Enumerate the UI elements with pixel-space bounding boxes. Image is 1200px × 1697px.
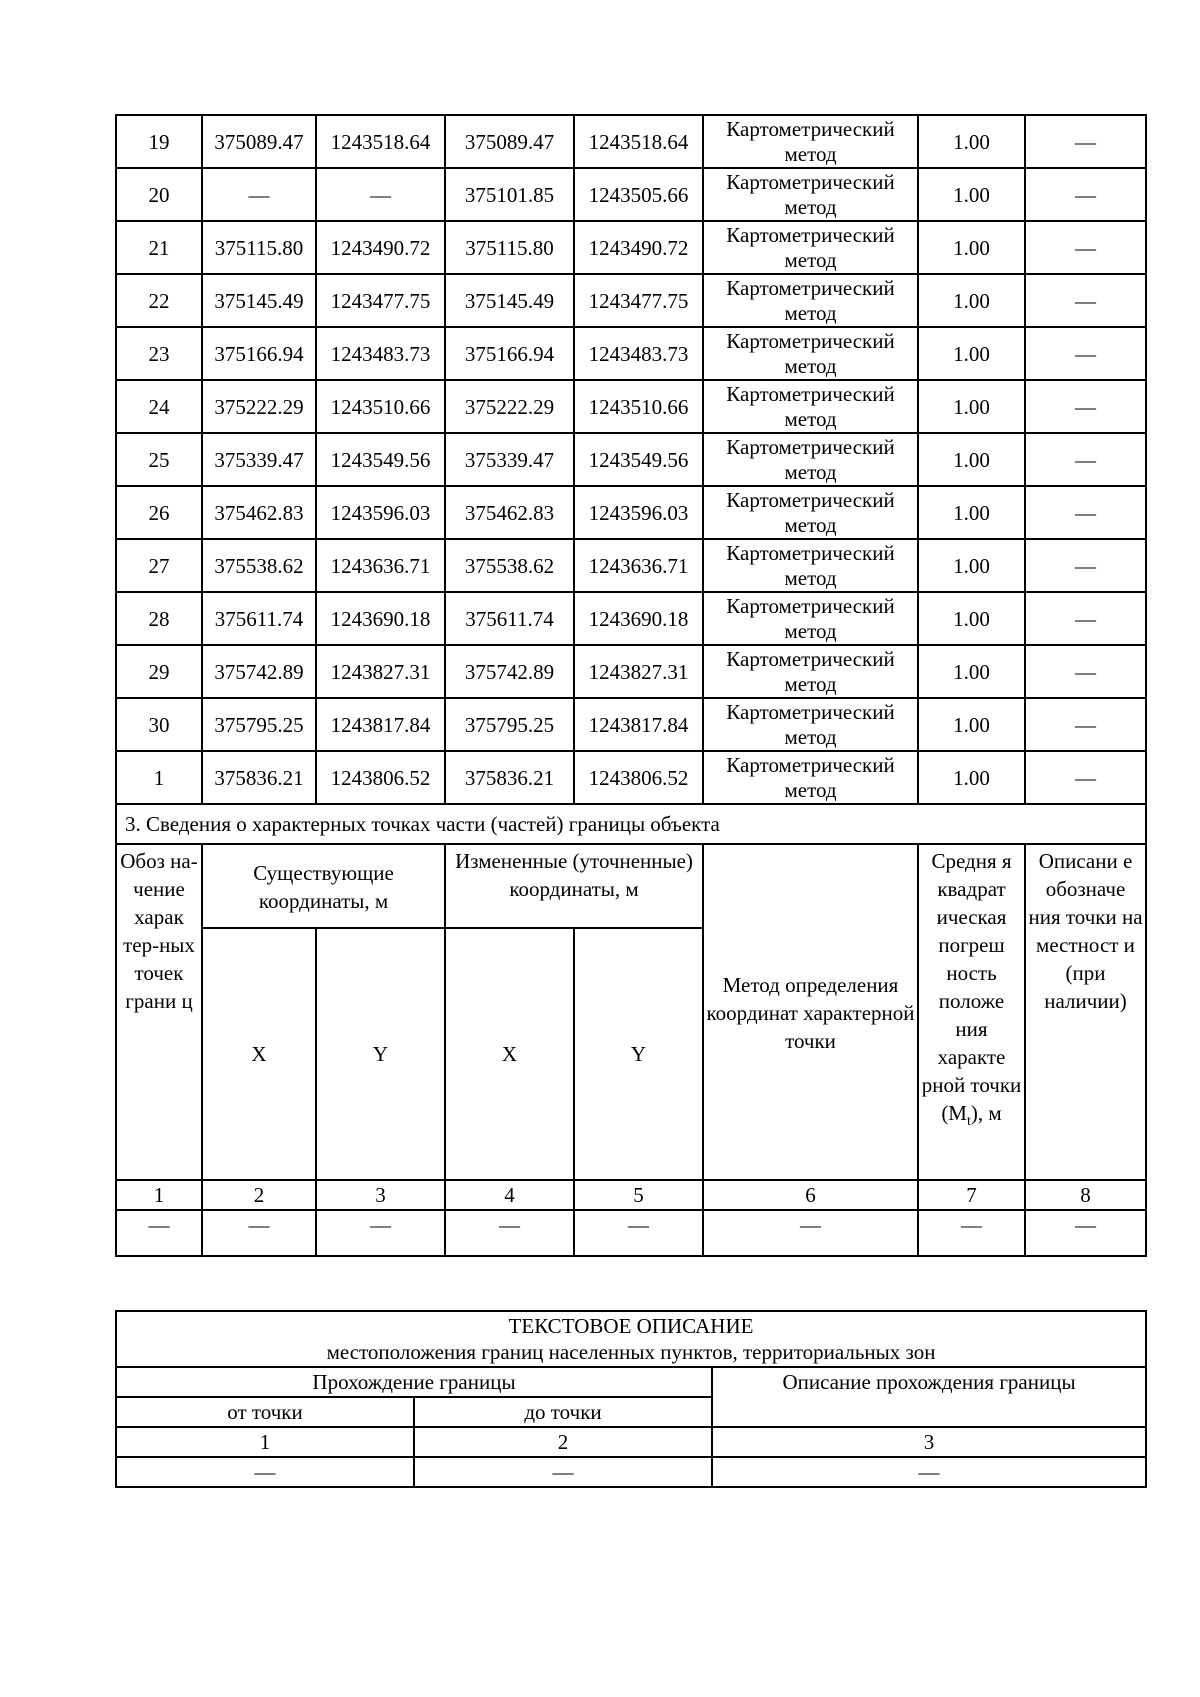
empty-cell: —: [703, 1210, 918, 1256]
table-row: [116, 645, 1146, 698]
changed-x: 375166.94: [445, 327, 574, 380]
mean-error: 1.00: [918, 698, 1025, 751]
method: Картометрический метод: [703, 274, 918, 327]
point-description: —: [1025, 380, 1146, 433]
table-row: [116, 486, 1146, 539]
point-description: —: [1025, 327, 1146, 380]
method: Картометрический метод: [703, 433, 918, 486]
method: Картометрический метод: [703, 645, 918, 698]
col-number: 3: [316, 1180, 445, 1210]
col-number: 3: [712, 1427, 1146, 1457]
method: Картометрический метод: [703, 380, 918, 433]
existing-x: 375538.62: [202, 539, 316, 592]
point-number: 29: [116, 645, 202, 698]
header-to-point: до точки: [414, 1397, 712, 1427]
changed-y: 1243549.56: [574, 433, 703, 486]
table-row: [116, 539, 1146, 592]
point-description: —: [1025, 539, 1146, 592]
header-error-main: Средня я квадрат ическая погреш ность положе ния характе рной точки (M: [921, 849, 1022, 1125]
empty-cell: —: [116, 1457, 414, 1487]
header-changed-coords: Измененные (уточненные) координаты, м: [445, 844, 703, 928]
changed-x: 375538.62: [445, 539, 574, 592]
col-number: 2: [202, 1180, 316, 1210]
mean-error: 1.00: [918, 592, 1025, 645]
header-designation: Обоз на-чение харак тер-ных точек грани ц: [116, 844, 202, 1180]
changed-x: 375222.29: [445, 380, 574, 433]
existing-y: 1243636.71: [316, 539, 445, 592]
table-row: [116, 221, 1146, 274]
table-row: [116, 592, 1146, 645]
mean-error: 1.00: [918, 380, 1025, 433]
method: Картометрический метод: [703, 539, 918, 592]
table-row: [116, 751, 1146, 804]
text-description-title: ТЕКСТОВОЕ ОПИСАНИЕ: [508, 1314, 754, 1338]
empty-row: [116, 1210, 1146, 1256]
point-number: 27: [116, 539, 202, 592]
changed-x: 375101.85: [445, 168, 574, 221]
changed-x: 375462.83: [445, 486, 574, 539]
existing-x: 375166.94: [202, 327, 316, 380]
mean-error: 1.00: [918, 327, 1025, 380]
table-row: [116, 327, 1146, 380]
changed-x: 375145.49: [445, 274, 574, 327]
method: Картометрический метод: [703, 486, 918, 539]
point-number: 19: [116, 115, 202, 168]
text-description-heading: [116, 1311, 1146, 1367]
empty-cell: —: [414, 1457, 712, 1487]
empty-cell: —: [918, 1210, 1025, 1256]
mean-error: 1.00: [918, 433, 1025, 486]
empty-cell: —: [1025, 1210, 1146, 1256]
changed-x: 375089.47: [445, 115, 574, 168]
method: Картометрический метод: [703, 115, 918, 168]
text-column-numbers-row: [116, 1427, 1146, 1457]
point-description: —: [1025, 645, 1146, 698]
existing-y: 1243477.75: [316, 274, 445, 327]
method: Картометрический метод: [703, 221, 918, 274]
header-error-sub: t: [966, 1114, 971, 1130]
point-description: —: [1025, 751, 1146, 804]
changed-y: 1243690.18: [574, 592, 703, 645]
table-row: [116, 433, 1146, 486]
existing-y: 1243827.31: [316, 645, 445, 698]
table-row: [116, 168, 1146, 221]
col-number: 7: [918, 1180, 1025, 1210]
changed-y: 1243483.73: [574, 327, 703, 380]
point-number: 28: [116, 592, 202, 645]
empty-cell: —: [202, 1210, 316, 1256]
table-row: [116, 274, 1146, 327]
mean-error: 1.00: [918, 274, 1025, 327]
existing-x: 375462.83: [202, 486, 316, 539]
mean-error: 1.00: [918, 486, 1025, 539]
changed-y: 1243596.03: [574, 486, 703, 539]
col-number: 8: [1025, 1180, 1146, 1210]
existing-y: 1243596.03: [316, 486, 445, 539]
header-error: [918, 844, 1025, 1180]
mean-error: 1.00: [918, 645, 1025, 698]
changed-y: 1243636.71: [574, 539, 703, 592]
data-rows: [116, 115, 1146, 804]
empty-cell: —: [316, 1210, 445, 1256]
section3-title: 3. Сведения о характерных точках части (частей) границы объекта: [116, 804, 1146, 844]
header-x-existing: X: [202, 928, 316, 1180]
point-number: 20: [116, 168, 202, 221]
changed-y: 1243827.31: [574, 645, 703, 698]
empty-cell: —: [116, 1210, 202, 1256]
changed-y: 1243518.64: [574, 115, 703, 168]
changed-x: 375742.89: [445, 645, 574, 698]
header-y-changed: Y: [574, 928, 703, 1180]
method: Картометрический метод: [703, 592, 918, 645]
mean-error: 1.00: [918, 115, 1025, 168]
changed-x: 375836.21: [445, 751, 574, 804]
existing-x: 375611.74: [202, 592, 316, 645]
col-number: 6: [703, 1180, 918, 1210]
existing-x: —: [202, 168, 316, 221]
point-description: —: [1025, 698, 1146, 751]
point-number: 30: [116, 698, 202, 751]
existing-y: 1243490.72: [316, 221, 445, 274]
changed-y: 1243505.66: [574, 168, 703, 221]
changed-x: 375611.74: [445, 592, 574, 645]
changed-x: 375795.25: [445, 698, 574, 751]
changed-y: 1243510.66: [574, 380, 703, 433]
existing-x: 375339.47: [202, 433, 316, 486]
existing-x: 375795.25: [202, 698, 316, 751]
header-passage: Прохождение границы: [116, 1367, 712, 1397]
existing-y: 1243549.56: [316, 433, 445, 486]
existing-y: 1243483.73: [316, 327, 445, 380]
existing-x: 375836.21: [202, 751, 316, 804]
existing-x: 375742.89: [202, 645, 316, 698]
point-number: 21: [116, 221, 202, 274]
point-description: —: [1025, 168, 1146, 221]
existing-y: —: [316, 168, 445, 221]
mean-error: 1.00: [918, 751, 1025, 804]
point-description: —: [1025, 221, 1146, 274]
point-description: —: [1025, 115, 1146, 168]
text-empty-row: [116, 1457, 1146, 1487]
table-row: [116, 115, 1146, 168]
method: Картометрический метод: [703, 698, 918, 751]
existing-x: 375115.80: [202, 221, 316, 274]
header-x-changed: X: [445, 928, 574, 1180]
existing-x: 375222.29: [202, 380, 316, 433]
text-description-subtitle: местоположения границ населенных пунктов, территориальных зон: [326, 1340, 936, 1364]
col-number: 1: [116, 1180, 202, 1210]
header-from-point: от точки: [116, 1397, 414, 1427]
col-number: 1: [116, 1427, 414, 1457]
method: Картометрический метод: [703, 327, 918, 380]
empty-cell: —: [445, 1210, 574, 1256]
empty-cell: —: [574, 1210, 703, 1256]
existing-y: 1243510.66: [316, 380, 445, 433]
text-description-table: [115, 1310, 1147, 1488]
method: Картометрический метод: [703, 168, 918, 221]
boundary-points-table: [115, 114, 1147, 1257]
empty-cell: —: [712, 1457, 1146, 1487]
point-number: 22: [116, 274, 202, 327]
changed-y: 1243806.52: [574, 751, 703, 804]
col-number: 4: [445, 1180, 574, 1210]
section3: [116, 804, 1146, 1256]
existing-y: 1243817.84: [316, 698, 445, 751]
col-number: 2: [414, 1427, 712, 1457]
header-passage-description: Описание прохождения границы: [712, 1367, 1146, 1427]
point-number: 23: [116, 327, 202, 380]
header-error-tail: ), м: [970, 1101, 1002, 1125]
changed-y: 1243490.72: [574, 221, 703, 274]
point-description: —: [1025, 274, 1146, 327]
method: Картометрический метод: [703, 751, 918, 804]
changed-x: 375339.47: [445, 433, 574, 486]
existing-y: 1243806.52: [316, 751, 445, 804]
col-number: 5: [574, 1180, 703, 1210]
point-description: —: [1025, 592, 1146, 645]
point-number: 26: [116, 486, 202, 539]
point-number: 24: [116, 380, 202, 433]
column-numbers-row: [116, 1180, 1146, 1210]
mean-error: 1.00: [918, 539, 1025, 592]
header-y-existing: Y: [316, 928, 445, 1180]
point-description: —: [1025, 486, 1146, 539]
table-row: [116, 698, 1146, 751]
changed-y: 1243477.75: [574, 274, 703, 327]
changed-x: 375115.80: [445, 221, 574, 274]
existing-y: 1243518.64: [316, 115, 445, 168]
existing-x: 375145.49: [202, 274, 316, 327]
point-description: —: [1025, 433, 1146, 486]
existing-y: 1243690.18: [316, 592, 445, 645]
header-existing-coords: Существующие координаты, м: [202, 844, 445, 928]
existing-x: 375089.47: [202, 115, 316, 168]
point-number: 25: [116, 433, 202, 486]
mean-error: 1.00: [918, 221, 1025, 274]
mean-error: 1.00: [918, 168, 1025, 221]
header-method: Метод определения координат характерной точки: [703, 844, 918, 1180]
header-description: Описани е обозначе ния точки на местност и (при наличии): [1025, 844, 1146, 1180]
table-row: [116, 380, 1146, 433]
point-number: 1: [116, 751, 202, 804]
changed-y: 1243817.84: [574, 698, 703, 751]
